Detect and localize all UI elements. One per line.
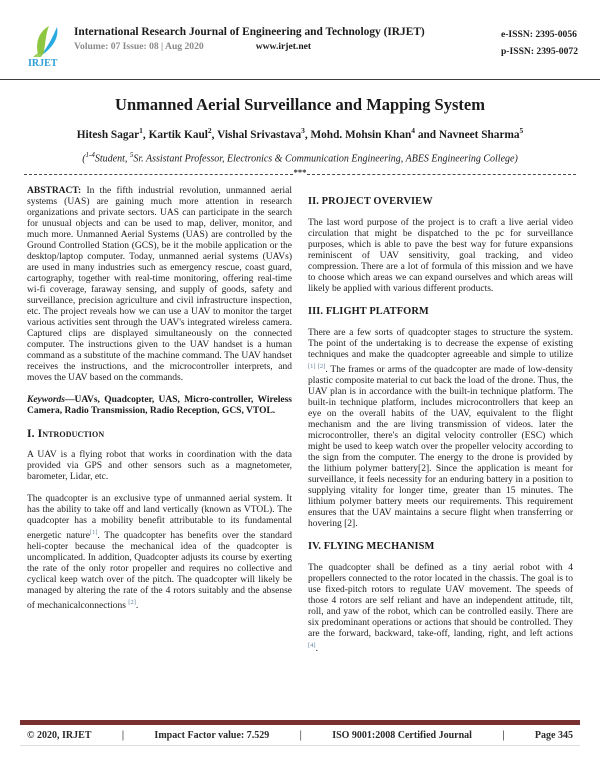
abstract-paragraph <box>27 186 292 384</box>
keywords-label: Keywords <box>27 395 65 406</box>
flying-mechanism-paragraph: The quadcopter shall be defined as a tiny aerial robot with 4 propellers connected to the rotor located in the chassis. The goal is to use fixed-pitch rotors to regulate UAV movement. The speeds of those 4 rotors are self reliant and have an independent attitude, tilt, roll, and yaw of the robot, which can be controlled easily. There are six predominant operations or actions that should be controlled. They are the forward, backward, take-off, landing, right, and left actions [4]. <box>308 563 573 655</box>
e-issn: e-ISSN: 2395-0056 <box>500 29 577 40</box>
footer-pipe: | <box>121 729 125 741</box>
title-separator <box>24 169 576 179</box>
left-column <box>27 186 292 738</box>
paper-title: Unmanned Aerial Surveillance and Mapping System <box>115 95 485 114</box>
footer-page-number: Page 345 <box>534 729 573 741</box>
abstract-text: In the fifth industrial revolution, unmanned aerial systems (UAS) are gaining much more attention in research organizations and private sectors. UAS can participate in the search for unusual objects and can be used to map, deliver, monitor, and much more. Unmanned Aerial Systems (UAS) are controlled by the Ground Controlled Station (GCS), be it the mobile application or the desktop/laptop computer. Today, unmanned aerial systems (UAVs) are used in many industries such as emergency rescue, coast guard, cartography, together with real-time monitoring, offering real-time wi-fi coverage, faraway sensing, and supply of goods, safety and surveillance, precision agriculture and civil infrastructure inspection, etc. The project reveals how we can use a UAV to monitor the target various activities sent through the UAV's integrated wireless camera. Captured clips are displayed simultaneously on the connected computer. The instructions given to the UAV handset is a human command as a substitute of the machine command. The UAV handset receives the instructions, and the microcontroller interprets, and moves the UAV based on the commands. <box>27 186 292 384</box>
irjet-logo-icon <box>27 24 67 73</box>
footer-row <box>20 725 580 746</box>
keywords-line <box>27 395 292 417</box>
flight-platform-paragraph: There are a few sorts of quadcopter stages to structure the system. The point of the undertaking is to decrease the expense of existing techniques and make the quadcopter agreeable and simple to utilize [1] [2]. The frames or arms of the quadcopter are made of low-density plastic composite material to cut back the load of the drone. Thus, the UAV plan is in accordance with the built-in technique platform. The built-in technique platform, includes microcontrollers that keep an eye on the overall habits of the UAV, equivalent to the flight mechanism and the are living transmission of videos. later the microcontroller, there's an digital velocity controller (ESC) which might be used to keep watch over the propeller velocity according to the sign from the computer. The energy to the drone is provided by the lithium polymer battery[2]. Since the application is meant for surveillance, it feels necessity for an enduring battery in a position to supplying vitality for longer time, greater than 15 minutes. The lithium polymer battery meets our requirements. This requirement ensures that the UAV maintains a secure flight when transferring or hovering [2]. <box>308 328 573 530</box>
footer-copyright: © 2020, IRJET <box>27 729 92 741</box>
introduction-paragraph-1: A UAV is a flying robot that works in coordination with the data provided via GPS and other sensors such as a magnetometer, barometer, Lidar, etc. <box>27 450 292 483</box>
page-footer <box>0 720 600 746</box>
project-overview-paragraph: The last word purpose of the project is to craft a live aerial video circulation that might be dispatched to the pc for surveillance purposes, which is able to pave the best way for future expansions reminiscent of UAV sensitivity, goal tracking, and video compression. There are a lot of formula of this mission and we have to choose which areas we can expand ourselves and which areas will likely be applied with various different products. <box>308 218 573 295</box>
section-heading-introduction: I. Introduction <box>27 427 105 441</box>
authors-line: Hitesh Sagar$^1$, Kartik Kaul$^2$, Vishal Srivastava$^3$, Mohd. Mohsin Khan$^4$ and Navneet Sharma$^5$ <box>76 126 524 141</box>
affiliation-line: ($^{1-4}$Student, $^5$Sr. Assistant Professor, Electronics & Communication Engineering, ABES Engineering College) <box>82 150 518 165</box>
journal-website-link[interactable]: www.irjet.net <box>255 41 312 52</box>
section-heading-project-overview: II. PROJECT OVERVIEW <box>308 196 433 208</box>
separator-dash-left <box>24 174 293 175</box>
volume-issue-date: Volume: 07 Issue: 08 | Aug 2020 <box>74 41 204 52</box>
footer-impact-factor <box>154 730 269 741</box>
section-heading-flying-mechanism: IV. FLYING MECHANISM <box>308 541 435 553</box>
journal-title: International Research Journal of Engineering and Technology (IRJET) <box>74 26 425 38</box>
logo-wordmark: IRJET <box>28 58 58 68</box>
impact-factor-label: Impact Factor value: <box>154 729 247 741</box>
separator-stars: *** <box>293 167 307 178</box>
issn-block <box>501 26 578 61</box>
introduction-paragraph-2: The quadcopter is an exclusive type of unmanned aerial system. It has the ability to take off and land vertically (known as VTOL). The quadcopter has a mobility benefit attributable to its fundamental energetic nature[1]. The quadcopter has benefits over the standard heli-copter because the mechanical idea of the quadcopter is uncomplicated. In addition, Quadcopter adjusts its course by exerting the rate of the only rotor propeller and requires no collective and cyclical keep watch over of the pitch. The quadcopter will likely be managed by altering the rate of the 4 rotors suitably and the absense of mechanicalconnections [2]. <box>27 494 292 612</box>
footer-pipe: | <box>502 729 505 741</box>
right-column <box>308 186 573 738</box>
header-middle <box>74 26 489 52</box>
abstract-label: ABSTRACT: <box>27 186 82 197</box>
section-heading-flight-platform: III. FLIGHT PLATFORM <box>308 306 429 318</box>
p-issn: p-ISSN: 2395-0072 <box>500 45 578 57</box>
footer-pipe: | <box>299 729 302 741</box>
journal-header <box>0 0 600 80</box>
footer-iso-certification: ISO 9001:2008 Certified Journal <box>332 729 472 741</box>
keywords-text: —UAVs, Quadcopter, UAS, Micro-controller, Wireless Camera, Radio Transmission, Radio Reception, GCS, VTOL. <box>27 395 292 417</box>
separator-dash-right <box>307 174 576 175</box>
impact-factor-value: 7.529 <box>246 729 270 741</box>
body-columns <box>0 186 600 738</box>
